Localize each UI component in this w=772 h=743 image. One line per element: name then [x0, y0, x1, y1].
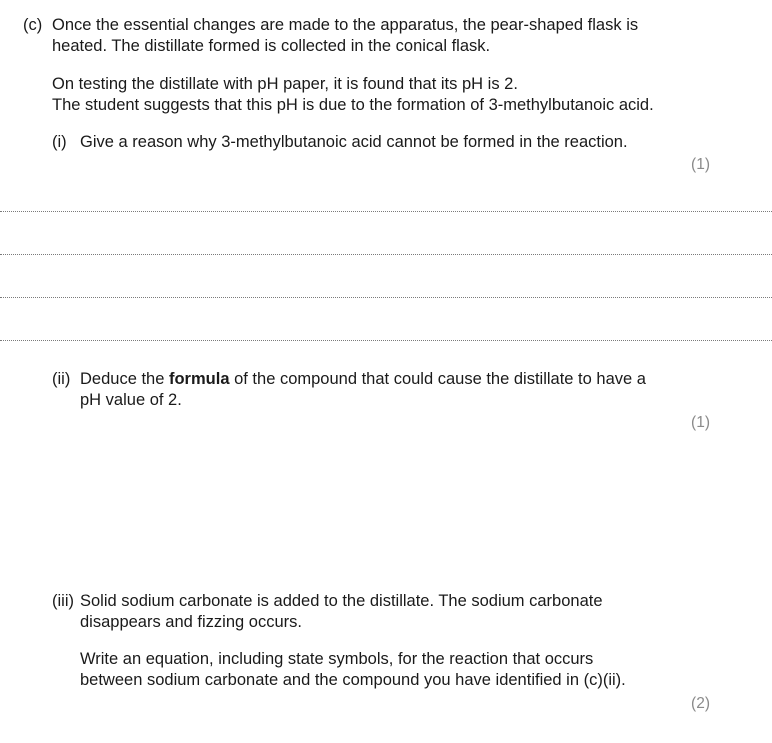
part-c-intro [52, 15, 752, 57]
question-i-label: (i) [52, 133, 67, 151]
question-iii-instruction [80, 649, 740, 691]
question-ii-text-line-2: pH value of 2. [80, 391, 182, 409]
question-iii-instruction-line-2: between sodium carbonate and the compound you have identified in (c)(ii). [80, 671, 626, 689]
question-iii-marks: (2) [691, 695, 710, 712]
part-c-intro-line-2: heated. The distillate formed is collected in the conical flask. [52, 37, 491, 55]
part-c-context-line-2: The student suggests that this pH is due to the formation of 3-methylbutanoic acid. [52, 96, 654, 114]
question-iii-text [80, 591, 740, 633]
part-c-label: (c) [23, 16, 43, 34]
question-ii-marks: (1) [691, 414, 710, 431]
answer-line-4[interactable] [0, 340, 772, 341]
question-iii-instruction-line-1: Write an equation, including state symbols, for the reaction that occurs [80, 650, 594, 668]
question-ii-text-before-bold: Deduce the [80, 370, 169, 388]
question-ii-text-line-1 [80, 369, 740, 390]
question-iii-text-line-2: disappears and fizzing occurs. [80, 613, 302, 631]
answer-line-3[interactable] [0, 297, 772, 298]
question-ii-text-after-bold: of the compound that could cause the distillate to have a [229, 370, 646, 388]
answer-line-1[interactable] [0, 211, 772, 212]
question-ii-text [80, 369, 740, 411]
part-c-intro-line-1: Once the essential changes are made to the apparatus, the pear-shaped flask is [52, 16, 639, 34]
part-c-context [52, 74, 752, 116]
question-ii-label: (ii) [52, 370, 71, 388]
answer-line-2[interactable] [0, 254, 772, 255]
question-iii-label: (iii) [52, 592, 74, 610]
question-ii-bold-formula: formula [168, 370, 230, 388]
question-iii-text-line-1: Solid sodium carbonate is added to the distillate. The sodium carbonate [80, 592, 603, 610]
question-i-marks: (1) [691, 156, 710, 173]
part-c-context-line-1: On testing the distillate with pH paper, it is found that its pH is 2. [52, 75, 518, 93]
question-i-text: Give a reason why 3-methylbutanoic acid cannot be formed in the reaction. [80, 133, 628, 151]
question-ii-answer-space[interactable] [52, 440, 742, 580]
